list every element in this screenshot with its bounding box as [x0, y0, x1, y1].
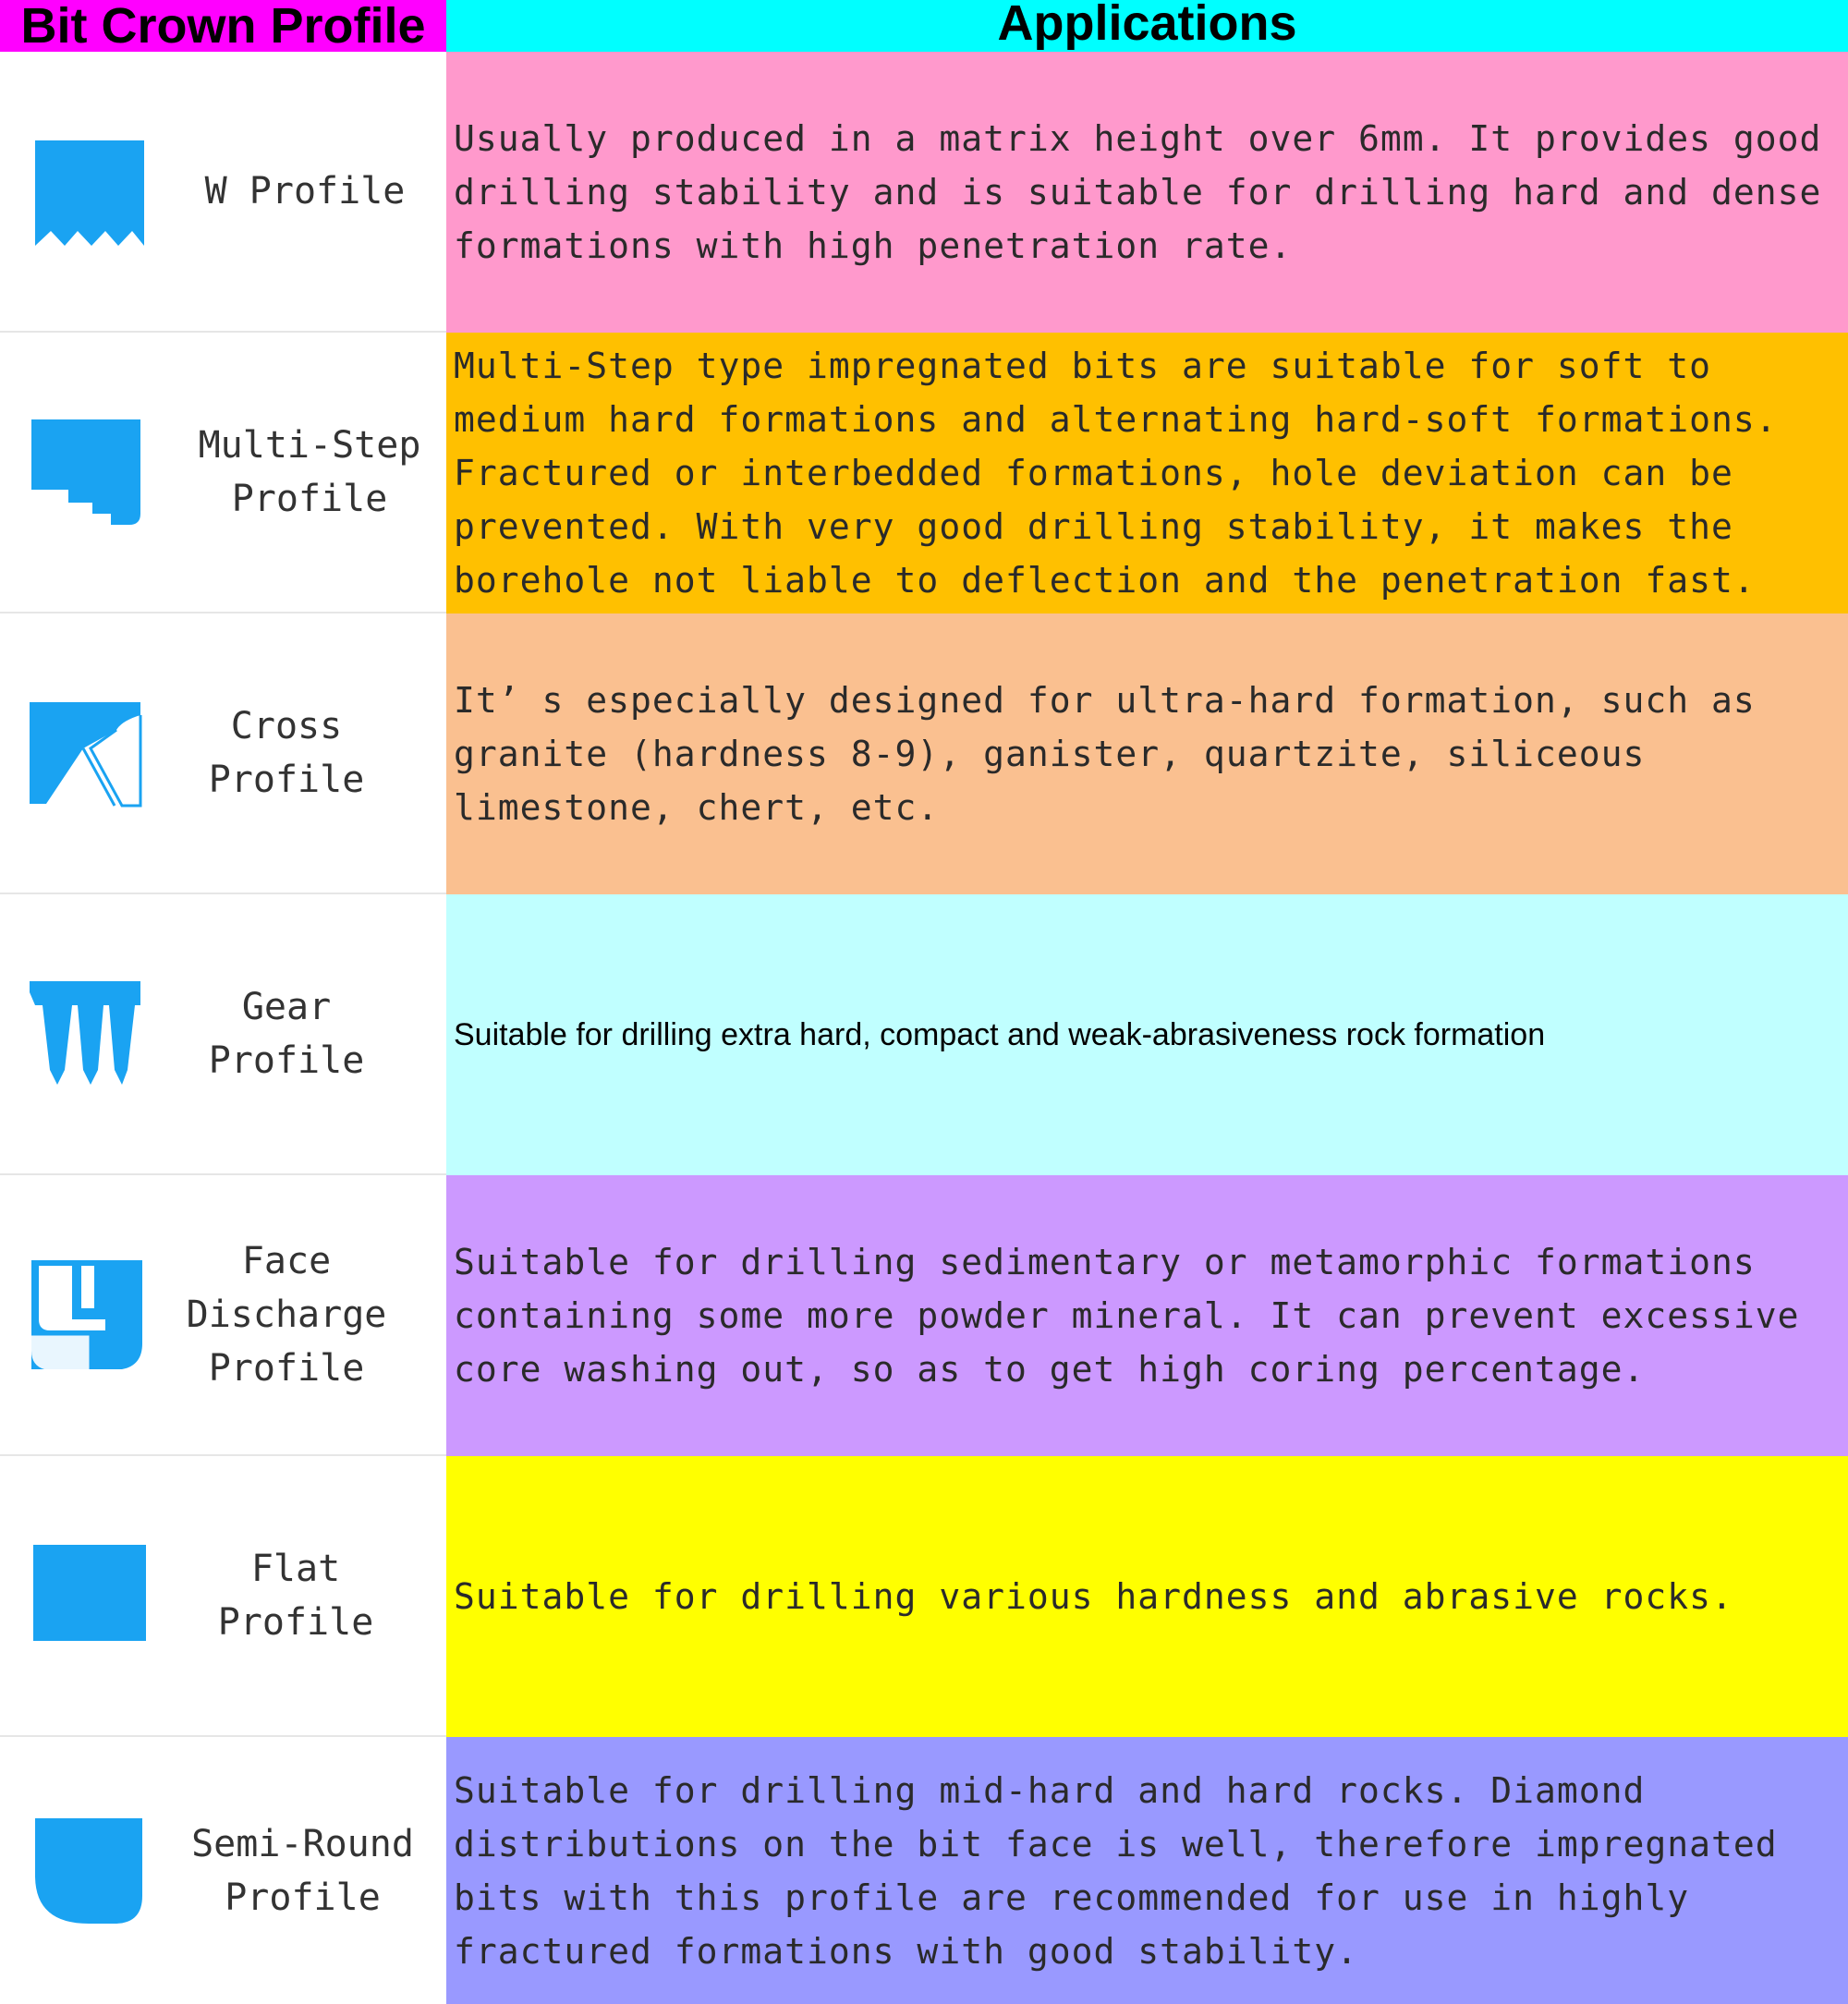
application-cell [446, 1456, 1848, 1737]
application-text: Suitable for drilling sedimentary or metamorphic formations containing some more powder mineral. It can prevent excessive core washing out, so as to get high coring percentage. [454, 1242, 1800, 1390]
profile-name: Multi-Step Profile [198, 424, 421, 520]
semi-round-profile-icon [26, 1811, 146, 1931]
header-bit-crown-profile: Bit Crown Profile [0, 0, 446, 52]
profile-cell [0, 1175, 446, 1456]
profile-cell [0, 52, 446, 333]
table-row [0, 1456, 1848, 1737]
application-cell [446, 333, 1848, 613]
application-cell [446, 894, 1848, 1175]
table-row [0, 1175, 1848, 1456]
application-text: Suitable for drilling various hardness and abrasive rocks. [454, 1576, 1733, 1617]
profile-cell [0, 613, 446, 894]
table-row [0, 894, 1848, 1175]
profile-name: Flat Profile [217, 1548, 374, 1644]
profile-name: Gear Profile [208, 986, 365, 1082]
profile-cell [0, 1456, 446, 1737]
profile-cell [0, 894, 446, 1175]
multi-step-profile-icon [26, 412, 146, 532]
application-text: Multi-Step type impregnated bits are suitable for soft to medium hard formations and alternating hard-soft formations. Fractured or interbedded formations, hole deviation can be prevented. With very good drilling stability, it makes the borehole not liable to deflection and the penetration fast. [454, 346, 1778, 601]
gear-profile-icon [26, 974, 146, 1094]
face-discharge-profile-icon [26, 1255, 146, 1375]
profile-cell [0, 333, 446, 613]
w-profile-icon [26, 131, 146, 251]
cross-profile-icon [26, 693, 146, 813]
application-cell [446, 52, 1848, 333]
profile-name: Semi-Round Profile [191, 1822, 414, 1919]
table-header [0, 0, 1848, 52]
table-row [0, 52, 1848, 333]
application-text: Suitable for drilling extra hard, compact and weak-abrasiveness rock formation [454, 1017, 1546, 1052]
profile-name: W Profile [204, 170, 406, 213]
application-text: It’ s especially designed for ultra-hard formation, such as granite (hardness 8-9), ganister, quartzite, siliceous limestone, chert, etc. [454, 680, 1756, 828]
profile-name: Face Discharge Profile [186, 1240, 387, 1390]
table-row [0, 613, 1848, 894]
application-text: Suitable for drilling mid-hard and hard rocks. Diamond distributions on the bit face is well, therefore impregnated bits with this profile are recommended for use in highly fractured formations with good stability. [454, 1769, 1778, 1972]
table-row [0, 1737, 1848, 2004]
flat-profile-icon [26, 1536, 146, 1656]
table-row [0, 333, 1848, 613]
application-text: Usually produced in a matrix height over 6mm. It provides good drilling stability and is suitable for drilling hard and dense formations with high penetration rate. [454, 118, 1822, 266]
application-cell [446, 1737, 1848, 2004]
profile-name: Cross Profile [208, 705, 365, 801]
application-cell [446, 1175, 1848, 1456]
profile-cell [0, 1737, 446, 2004]
application-cell [446, 613, 1848, 894]
header-applications: Applications [446, 0, 1848, 52]
